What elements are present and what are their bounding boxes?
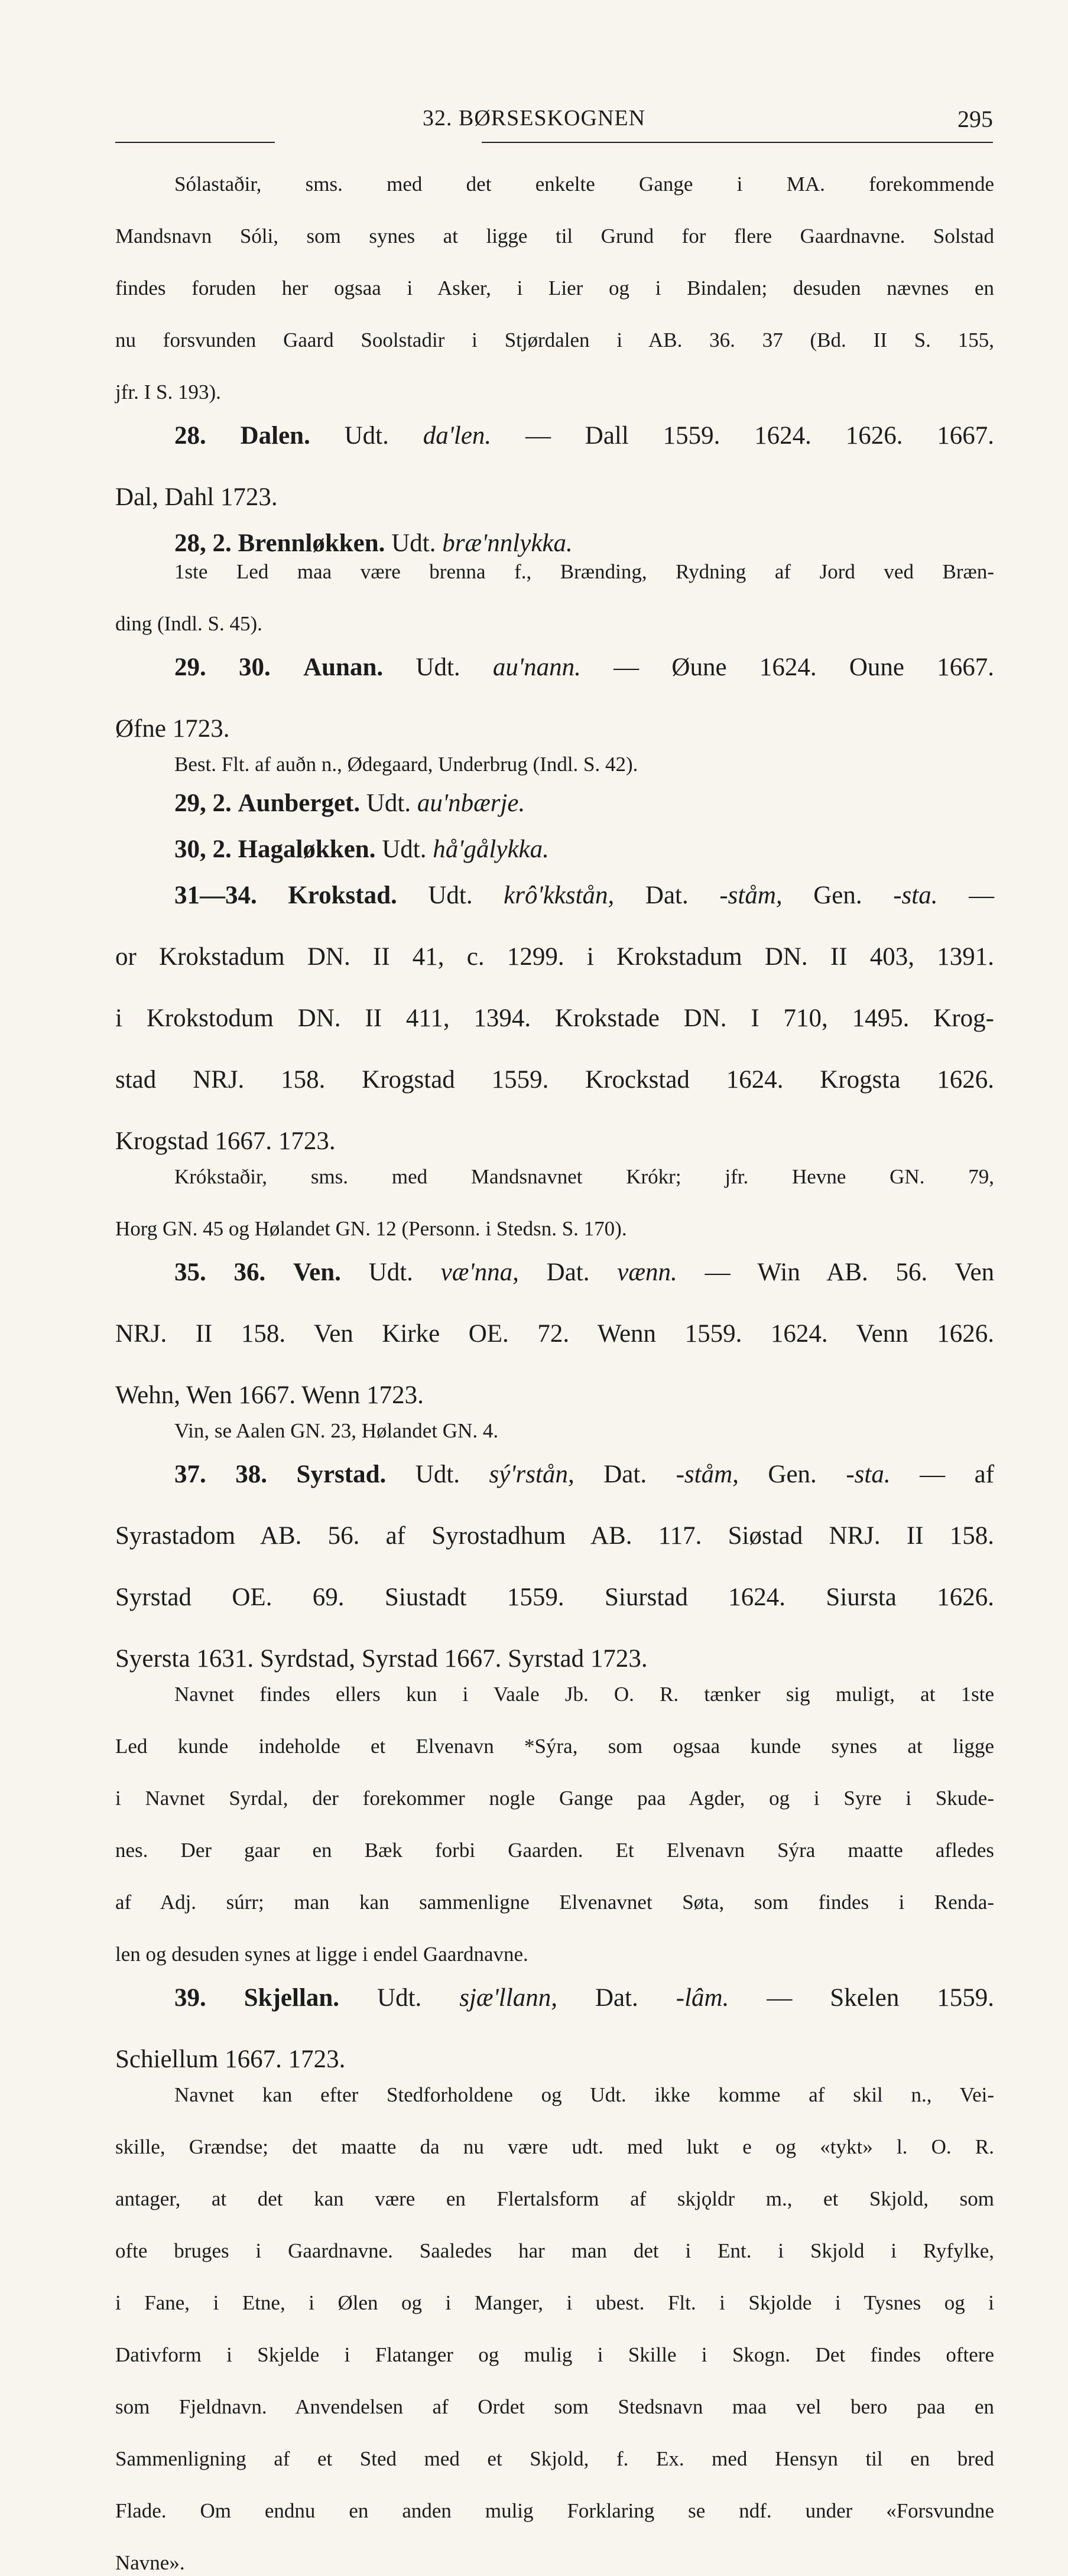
text-line: som Fjeldnavn. Anvendelsen af Ordet som Stedsnavn maa vel bero paa en: [115, 2395, 994, 2418]
dative-form: -lâm.: [676, 1984, 729, 2012]
entry-name: Syrstad.: [296, 1461, 387, 1488]
text-line: Øfne 1723.: [115, 715, 230, 743]
entry-headline: [115, 834, 994, 865]
pronunciation: krô'kkstån,: [504, 882, 615, 909]
entry-name: Hagaløkken.: [238, 835, 376, 863]
entry-39-skjellan: [115, 1983, 994, 2576]
pronunciation: bræ'nnlykka.: [442, 529, 573, 557]
text-line: ofte bruges i Gaardnavne. Saaledes har man det i Ent. i Skjold i Ryfylke,: [115, 2239, 994, 2262]
udt-label: Udt.: [415, 653, 460, 681]
entry-headline: [115, 788, 994, 819]
entry-headline: [115, 1257, 994, 1319]
historical-forms: — Øune 1624. Oune 1667.: [613, 653, 995, 681]
dat-label: Dat.: [595, 1984, 638, 2012]
entry-31-34-krokstad: [115, 880, 994, 1242]
entry-headline: [115, 880, 994, 942]
historical-forms: — Win AB. 56. Ven: [705, 1258, 995, 1286]
text-line: Syersta 1631. Syrdstad, Syrstad 1667. Syrstad 1723.: [115, 1645, 648, 1673]
text-line: Dal, Dahl 1723.: [115, 483, 278, 511]
dat-label: Dat.: [645, 882, 689, 909]
text-line: i Navnet Syrdal, der forekommer nogle Gange paa Agder, og i Syre i Skude-: [115, 1787, 994, 1810]
udt-label: Udt.: [428, 882, 473, 909]
text-line: Sammenligning af et Sted med et Skjold, f. Ex. med Hensyn til en bred: [115, 2447, 994, 2470]
text-line: 1ste Led maa være brenna f., Brænding, Rydning af Jord ved Bræn-: [174, 560, 994, 583]
text-line: Syrstad OE. 69. Siustadt 1559. Siurstad 1624. Siursta 1626.: [115, 1583, 994, 1611]
header-rule-left: [115, 142, 275, 143]
pronunciation: sý'rstån,: [489, 1461, 574, 1488]
entry-name: Aunberget.: [238, 789, 361, 817]
entry-name: Aunan.: [303, 653, 384, 681]
entry-number: 35. 36.: [174, 1258, 266, 1286]
text-line: len og desuden synes at ligge i endel Gaardnavne.: [115, 1943, 528, 1966]
dat-label: Dat.: [546, 1258, 590, 1286]
text-line: nes. Der gaar en Bæk forbi Gaarden. Et Elvenavn Sýra maatte afledes: [115, 1839, 994, 1862]
text-line: Flade. Om endnu en anden mulig Forklaring se ndf. under «Forsvundne: [115, 2499, 994, 2522]
entry-28-dalen: [115, 421, 994, 513]
entry-name: Brennløkken.: [238, 529, 385, 557]
text-line: i Krokstodum DN. II 411, 1394. Krokstade DN. I 710, 1495. Krog-: [115, 1004, 994, 1032]
entry-number: 37. 38.: [174, 1461, 268, 1488]
text-line: Krogstad 1667. 1723.: [115, 1127, 336, 1155]
dash: —: [969, 882, 995, 909]
dative-form: vænn.: [617, 1258, 677, 1286]
udt-label: Udt.: [366, 789, 411, 817]
text-line: ding (Indl. S. 45).: [115, 612, 262, 635]
text-line: Navnet kan efter Stedforholdene og Udt. ikke komme af skil n., Vei-: [174, 2083, 994, 2106]
entry-29-2-aunberget: [115, 788, 994, 819]
entry-28-2-brennlokken: [115, 528, 994, 637]
note-solastadir: [115, 171, 994, 405]
entry-name: Krokstad.: [288, 882, 397, 909]
entry-number: 39.: [174, 1984, 206, 2012]
entry-number: 31—34.: [174, 882, 257, 909]
historical-forms: — Skelen 1559.: [767, 1984, 995, 2012]
gen-label: Gen.: [768, 1461, 817, 1488]
page-number: 295: [957, 106, 993, 132]
text-line: af Adj. súrr; man kan sammenligne Elvenavnet Søta, som findes i Renda-: [115, 1891, 994, 1914]
udt-label: Udt.: [377, 1984, 422, 2012]
dative-form: -ståm,: [676, 1461, 739, 1488]
entry-headline: [115, 528, 994, 559]
dative-form: -ståm,: [719, 882, 783, 909]
text-line: findes foruden her ogsaa i Asker, i Lier og i Bindalen; desuden nævnes en: [115, 277, 994, 300]
gen-label: Gen.: [813, 882, 862, 909]
udt-label: Udt.: [382, 835, 427, 863]
pronunciation: hå'gålykka.: [433, 835, 549, 863]
text-line: Vin, se Aalen GN. 23, Hølandet GN. 4.: [174, 1419, 499, 1442]
text-line: Led kunde indeholde et Elvenavn *Sýra, som ogsaa kunde synes at ligge: [115, 1735, 994, 1758]
entry-name: Dalen.: [240, 422, 310, 450]
text-line: NRJ. II 158. Ven Kirke OE. 72. Wenn 1559. 1624. Venn 1626.: [115, 1320, 994, 1348]
entry-number: 29, 2.: [174, 789, 232, 817]
entry-headline: [115, 1983, 994, 2044]
text-line: Krókstaðir, sms. med Mandsnavnet Krókr; jfr. Hevne GN. 79,: [174, 1165, 994, 1188]
entry-37-38-syrstad: [115, 1459, 994, 1967]
entry-headline: [115, 652, 994, 714]
text-line: Dativform i Skjelde i Flatanger og mulig i Skille i Skogn. Det findes oftere: [115, 2343, 994, 2366]
entry-name: Ven.: [293, 1258, 341, 1286]
entry-headline: [115, 1459, 994, 1521]
text-line: Syrastadom AB. 56. af Syrostadhum AB. 117. Siøstad NRJ. II 158.: [115, 1522, 994, 1550]
entry-headline: [115, 421, 994, 482]
page-body: [115, 171, 994, 2576]
entry-35-36-ven: [115, 1257, 994, 1444]
entry-name: Skjellan.: [244, 1984, 340, 2012]
text-line: or Krokstadum DN. II 41, c. 1299. i Krokstadum DN. II 403, 1391.: [115, 943, 994, 971]
pronunciation: au'nann.: [492, 653, 581, 681]
pronunciation: au'nbærje.: [417, 789, 525, 817]
udt-label: Udt.: [368, 1258, 413, 1286]
pronunciation: da'len.: [423, 422, 492, 450]
running-head: 32. BØRSESKOGNEN: [423, 106, 646, 131]
entry-number: 29. 30.: [174, 653, 271, 681]
genitive-form: -sta.: [846, 1461, 891, 1488]
header-rule-right: [482, 142, 993, 143]
pronunciation: væ'nna,: [440, 1258, 519, 1286]
text-line: skille, Grændse; det maatte da nu være udt. med lukt e og «tykt» l. O. R.: [115, 2135, 994, 2158]
historical-forms: — Dall 1559. 1624. 1626. 1667.: [525, 422, 995, 450]
entry-number: 30, 2.: [174, 835, 232, 863]
entry-30-2-hagalokken: [115, 834, 994, 865]
udt-label: Udt.: [344, 422, 389, 450]
entry-number: 28, 2.: [174, 529, 232, 557]
text-line: i Fane, i Etne, i Ølen og i Manger, i ubest. Flt. i Skjolde i Tysnes og i: [115, 2291, 994, 2314]
text-line: Sólastaðir, sms. med det enkelte Gange i MA. forekommende: [174, 173, 994, 196]
text-line: Navnet findes ellers kun i Vaale Jb. O. R. tænker sig muligt, at 1ste: [174, 1683, 994, 1706]
pronunciation: sjæ'llann,: [459, 1984, 557, 2012]
udt-label: Udt.: [415, 1461, 460, 1488]
text-line: Navne».: [115, 2551, 185, 2574]
text-line: Mandsnavn Sóli, som synes at ligge til Grund for flere Gaardnavne. Solstad: [115, 225, 994, 248]
dat-label: Dat.: [603, 1461, 647, 1488]
historical-forms: — af: [920, 1461, 995, 1488]
text-line: Schiellum 1667. 1723.: [115, 2045, 346, 2073]
entry-number: 28.: [174, 422, 206, 450]
text-line: Best. Flt. af auðn n., Ødegaard, Underbrug (Indl. S. 42).: [174, 753, 638, 776]
page-header: [115, 105, 993, 147]
genitive-form: -sta.: [893, 882, 938, 909]
text-line: antager, at det kan være en Flertalsform af skjǫldr m., et Skjold, som: [115, 2187, 994, 2210]
text-line: jfr. I S. 193).: [115, 380, 221, 404]
udt-label: Udt.: [391, 529, 436, 557]
text-line: nu forsvunden Gaard Soolstadir i Stjørdalen i AB. 36. 37 (Bd. II S. 155,: [115, 328, 994, 352]
text-line: stad NRJ. 158. Krogstad 1559. Krockstad 1624. Krogsta 1626.: [115, 1066, 994, 1094]
text-line: Wehn, Wen 1667. Wenn 1723.: [115, 1381, 424, 1409]
text-line: Horg GN. 45 og Hølandet GN. 12 (Personn. i Stedsn. S. 170).: [115, 1217, 627, 1240]
entry-29-30-aunan: [115, 652, 994, 778]
